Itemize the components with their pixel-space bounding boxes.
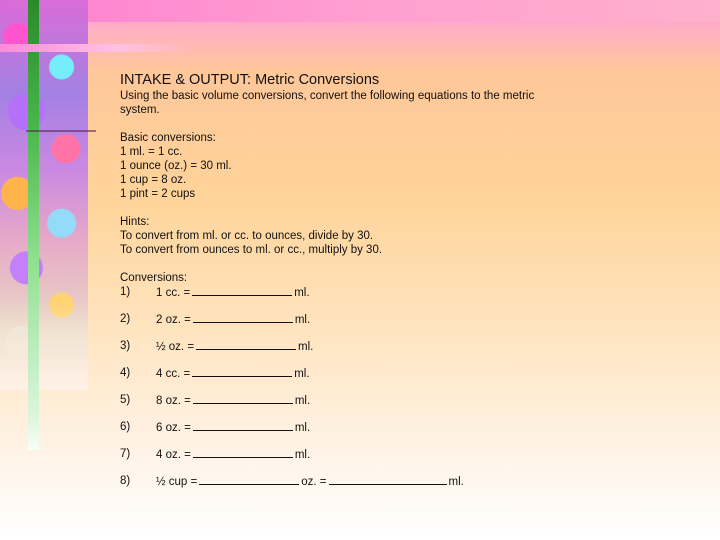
row-left: 1 cc. =	[156, 287, 191, 299]
pink-horizontal-stripe	[0, 44, 190, 52]
row-number: 5)	[120, 394, 131, 406]
answer-blank[interactable]	[199, 474, 299, 485]
row-unit: ml.	[294, 287, 310, 299]
answer-blank[interactable]	[196, 339, 296, 350]
conversion-row	[120, 366, 680, 380]
conversion-row	[120, 393, 680, 407]
slide-title: INTAKE & OUTPUT: Metric Conversions	[120, 72, 380, 88]
row-left: ½ oz. =	[156, 341, 195, 353]
basic-heading: Basic conversions:	[120, 132, 216, 144]
answer-blank[interactable]	[192, 285, 292, 296]
conversion-row	[120, 339, 680, 353]
row-number: 6)	[120, 421, 131, 433]
row-number: 2)	[120, 313, 131, 325]
conversion-row	[120, 474, 680, 488]
hints-section	[120, 215, 680, 257]
row-number: 4)	[120, 367, 131, 379]
answer-blank[interactable]	[193, 447, 293, 458]
hint-line: To convert from ounces to ml. or cc., multiply by 30.	[120, 244, 383, 256]
row-unit: ml.	[294, 422, 311, 434]
conversion-row	[120, 312, 680, 326]
intro-text: Using the basic volume conversions, convert the following equations to the metric system.	[120, 90, 535, 116]
answer-blank[interactable]	[329, 474, 447, 485]
basic-line: 1 ml. = 1 cc.	[120, 146, 183, 158]
answer-blank[interactable]	[192, 366, 292, 377]
green-vertical-stripe	[28, 0, 39, 450]
row-unit: ml.	[294, 368, 310, 380]
row-number: 1)	[120, 286, 131, 298]
row-left: 4 oz. =	[156, 449, 191, 461]
row-left: 4 cc. =	[156, 368, 191, 380]
answer-blank[interactable]	[193, 312, 293, 323]
conversions-heading: Conversions:	[120, 272, 188, 284]
hints-heading: Hints:	[120, 216, 150, 228]
basic-line: 1 cup = 8 oz.	[120, 174, 187, 186]
row-left: 6 oz. =	[156, 422, 191, 434]
row-mid: oz. =	[301, 476, 327, 488]
dark-accent-stripe	[26, 130, 96, 132]
row-unit: ml.	[294, 314, 311, 326]
answer-blank[interactable]	[193, 393, 293, 404]
row-left: ½ cup =	[156, 476, 198, 488]
collage-fade	[0, 300, 88, 390]
conversion-row	[120, 447, 680, 461]
row-unit: ml.	[294, 449, 311, 461]
row-unit: ml.	[448, 476, 464, 488]
row-number: 3)	[120, 340, 131, 352]
conversion-row	[120, 285, 680, 299]
slide-content	[120, 72, 680, 488]
hint-line: To convert from ml. or cc. to ounces, divide by 30.	[120, 230, 374, 242]
row-left: 8 oz. =	[156, 395, 191, 407]
row-left: 2 oz. =	[156, 314, 191, 326]
top-gradient-band	[0, 0, 720, 22]
row-unit: ml.	[294, 395, 311, 407]
row-unit: ml.	[298, 341, 314, 353]
conversion-row	[120, 420, 680, 434]
basic-conversions-section	[120, 131, 680, 201]
basic-line: 1 ounce (oz.) = 30 ml.	[120, 160, 232, 172]
row-number: 7)	[120, 448, 131, 460]
basic-line: 1 pint = 2 cups	[120, 188, 196, 200]
row-number: 8)	[120, 475, 131, 487]
answer-blank[interactable]	[193, 420, 293, 431]
